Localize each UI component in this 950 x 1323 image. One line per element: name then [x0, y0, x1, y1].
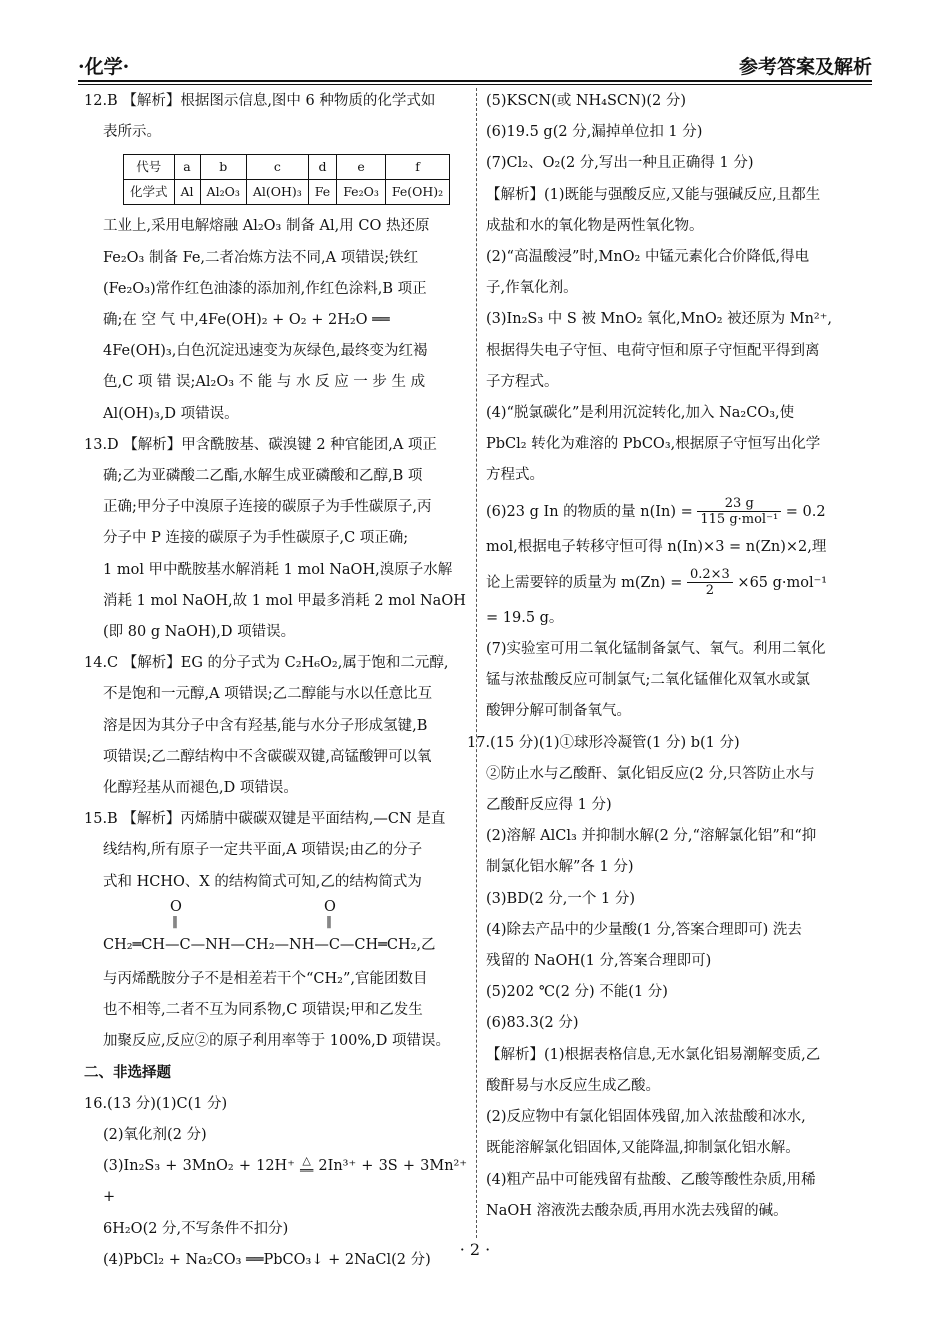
- table-cell: f: [385, 155, 449, 180]
- table-cell: a: [174, 155, 200, 180]
- q15-line: 也不相等,二者不互为同系物,C 项错误;甲和乙发生: [103, 1002, 423, 1019]
- table-cell: Fe₂O₃: [337, 180, 386, 205]
- q16-line: (2)氧化剂(2 分): [103, 1126, 207, 1143]
- analysis-line: 子,作氧化剂。: [486, 280, 578, 297]
- q13-line: 消耗 1 mol NaOH,故 1 mol 甲最多消耗 2 mol NaOH: [103, 592, 466, 609]
- section-heading: 二、非选择题: [84, 1064, 171, 1082]
- q13-line: 分子中 P 连接的碳原子为手性碳原子,C 项正确;: [103, 530, 409, 547]
- q13-line: (即 80 g NaOH),D 项错误。: [103, 624, 296, 641]
- q17-line: ②防止水与乙酸酐、氯化铝反应(2 分,只答防止水与: [486, 765, 815, 782]
- double-bond-mark: ‖: [172, 913, 178, 928]
- analysis-line: 酸钾分解可制备氧气。: [486, 703, 631, 720]
- table-cell: Al(OH)₃: [246, 180, 308, 205]
- q16-line: (4)PbCl₂ + Na₂CO₃ ══PbCO₃↓ + 2NaCl(2 分): [103, 1251, 431, 1268]
- analysis-line: 方程式。: [486, 467, 544, 484]
- q17-line: (5)202 ℃(2 分) 不能(1 分): [486, 984, 668, 1001]
- q17-line: 残留的 NaOH(1 分,答案合理即可): [486, 953, 712, 970]
- analysis-line: 酸酐易与水反应生成乙酸。: [486, 1077, 660, 1094]
- q12-line: 12.B 【解析】根据图示信息,图中 6 种物质的化学式如: [84, 93, 436, 109]
- triangle-icon: △: [302, 1154, 311, 1168]
- analysis-line: NaOH 溶液洗去酸杂质,再用水洗去残留的碱。: [486, 1202, 788, 1219]
- fraction-numerator: 0.2×3: [687, 567, 733, 583]
- analysis-line: 【解析】(1)根据表格信息,无水氯化铝易潮解变质,乙: [486, 1046, 821, 1063]
- q17-line: (4)除去产品中的少量酸(1 分,答案合理即可) 洗去: [486, 921, 802, 938]
- q15-line: 线结构,所有原子一定共平面,A 项错误;由乙的分子: [103, 842, 423, 859]
- equation-right: 2In³⁺ + 3S + 3Mn²⁺ +: [103, 1158, 468, 1206]
- header-rule: [78, 80, 872, 82]
- page-number: · 2 ·: [459, 1240, 491, 1259]
- analysis-line: (4)粗产品中可能残留有盐酸、乙酸等酸性杂质,用稀: [486, 1171, 816, 1188]
- fraction-numerator: 23 g: [697, 496, 781, 512]
- q15-line: 加聚反应,反应②的原子利用率等于 100%,D 项错误。: [103, 1033, 451, 1050]
- q14-line: 14.C 【解析】EG 的分子式为 C₂H₆O₂,属于饱和二元醇,: [84, 655, 449, 672]
- heat-condition: △ ══: [300, 1154, 314, 1178]
- calc-text: 论上需要锌的质量为 m(Zn) =: [486, 574, 683, 591]
- q16-line: 6H₂O(2 分,不写条件不扣分): [103, 1220, 289, 1237]
- structure-chain: CH₂═CH—C—NH—CH₂—NH—C—CH═CH₂,乙: [103, 936, 436, 953]
- q17-line: (2)溶解 AlCl₃ 并抑制水解(2 分,“溶解氯化铝”和“抑: [486, 828, 817, 845]
- header-title: 参考答案及解析: [738, 56, 872, 78]
- table-cell: e: [337, 155, 386, 180]
- table-row: [124, 155, 450, 180]
- table-cell: Fe(OH)₂: [385, 180, 449, 205]
- calc-line: [486, 563, 874, 603]
- double-bond-mark: ‖: [326, 913, 332, 928]
- answer-line: (5)KSCN(或 NH₄SCN)(2 分): [486, 93, 687, 109]
- q14-line: 不是饱和一元醇,A 项错误;乙二醇能与水以任意比互: [103, 686, 433, 703]
- q12-line: 工业上,采用电解熔融 Al₂O₃ 制备 Al,用 CO 热还原: [103, 218, 430, 235]
- table-cell: Fe: [308, 180, 336, 205]
- analysis-line: 既能溶解氯化铝固体,又能降温,抑制氯化铝水解。: [486, 1140, 800, 1157]
- column-divider: [476, 88, 477, 1238]
- q13-line: 确;乙为亚磷酸二乙酯,水解生成亚磷酸和乙醇,B 项: [103, 468, 423, 485]
- table-cell: d: [308, 155, 336, 180]
- analysis-line: (4)“脱氯碳化”是利用沉淀转化,加入 Na₂CO₃,使: [486, 405, 795, 422]
- analysis-line: (3)In₂S₃ 中 S 被 MnO₂ 氧化,MnO₂ 被还原为 Mn²⁺,: [486, 311, 833, 328]
- q12-line: 表所示。: [103, 124, 161, 141]
- left-column: [84, 86, 467, 1276]
- q13-line: 1 mol 甲中酰胺基水解消耗 1 mol NaOH,溴原子水解: [103, 561, 453, 578]
- q17-line: 乙酸酐反应得 1 分): [486, 797, 612, 814]
- table-row: [124, 180, 450, 205]
- calc-text: (6)23 g In 的物质的量 n(In) =: [486, 503, 693, 520]
- table-cell: 化学式: [124, 180, 175, 205]
- structural-formula: [84, 898, 467, 964]
- q15-line: 式和 HCHO、X 的结构简式可知,乙的结构简式为: [103, 873, 422, 890]
- fraction: [687, 567, 733, 598]
- q14-line: 项错误;乙二醇结构中不含碳碳双键,高锰酸钾可以氧: [103, 748, 432, 765]
- analysis-line: PbCl₂ 转化为难溶的 PbCO₃,根据原子守恒写出化学: [486, 436, 821, 453]
- calc-line: [486, 492, 874, 532]
- analysis-line: 成盐和水的氧化物是两性氧化物。: [486, 217, 704, 234]
- q17-line: 17.(15 分)(1)①球形冷凝管(1 分) b(1 分): [467, 734, 740, 751]
- fraction: [697, 496, 781, 527]
- analysis-line: (7)实验室可用二氧化锰制备氯气、氧气。利用二氧化: [486, 641, 826, 658]
- fraction-denominator: 2: [705, 583, 715, 599]
- calc-line: mol,根据电子转移守恒可得 n(In)×3 = n(Zn)×2,理: [486, 538, 827, 555]
- analysis-line: 锰与浓盐酸反应可制氯气;二氧化锰催化双氧水或氯: [486, 672, 810, 689]
- table-cell: b: [200, 155, 246, 180]
- q17-line: (3)BD(2 分,一个 1 分): [486, 890, 636, 907]
- q12-line: 4Fe(OH)₃,白色沉淀迅速变为灰绿色,最终变为红褐: [103, 343, 428, 360]
- table-cell: 代号: [124, 155, 175, 180]
- q17-line: (6)83.3(2 分): [486, 1015, 579, 1032]
- analysis-line: 子方程式。: [486, 373, 559, 390]
- calc-line: = 19.5 g。: [486, 609, 564, 626]
- q17-line: 制氯化铝水解”各 1 分): [486, 859, 634, 876]
- calc-text: = 0.2: [785, 503, 826, 520]
- q12-line: Al(OH)₃,D 项错误。: [103, 405, 239, 422]
- analysis-line: 根据得失电子守恒、电荷守恒和原子守恒配平得到离: [486, 342, 820, 359]
- table-cell: Al: [174, 180, 200, 205]
- q12-line: Fe₂O₃ 制备 Fe,二者冶炼方法不同,A 项错误;铁红: [103, 249, 419, 266]
- q12-line: 确;在 空 气 中,4Fe(OH)₂ + O₂ + 2H₂O ══: [103, 312, 390, 329]
- carbonyl-oxygen: O: [324, 898, 336, 915]
- header-rule-thin: [78, 84, 872, 85]
- table-cell: c: [246, 155, 308, 180]
- q16-equation: [84, 1151, 467, 1213]
- fraction-denominator: 115 g·mol⁻¹: [700, 512, 779, 528]
- right-column: [467, 86, 874, 1227]
- subject-label: ·化学·: [78, 56, 130, 78]
- carbonyl-oxygen: O: [170, 898, 182, 915]
- analysis-line: 【解析】(1)既能与强酸反应,又能与强碱反应,且都生: [486, 186, 821, 203]
- answer-line: (7)Cl₂、O₂(2 分,写出一种且正确得 1 分): [486, 155, 754, 172]
- answer-line: (6)19.5 g(2 分,漏掉单位扣 1 分): [486, 124, 703, 141]
- q13-line: 13.D 【解析】甲含酰胺基、碳溴键 2 种官能团,A 项正: [84, 436, 437, 453]
- q13-line: 正确;甲分子中溴原子连接的碳原子为手性碳原子,丙: [103, 499, 432, 516]
- equation-left: (3)In₂S₃ + 3MnO₂ + 12H⁺: [103, 1158, 295, 1175]
- calc-text: ×65 g·mol⁻¹: [737, 574, 828, 591]
- analysis-line: (2)“高温酸浸”时,MnO₂ 中锰元素化合价降低,得电: [486, 249, 810, 266]
- q14-line: 化醇羟基从而褪色,D 项错误。: [103, 780, 298, 797]
- q16-line: 16.(13 分)(1)C(1 分): [84, 1095, 228, 1112]
- q15-line: 与丙烯酰胺分子不是相差若干个“CH₂”,官能团数目: [103, 970, 428, 987]
- formula-table: [123, 154, 450, 205]
- q12-line: 色,C 项 错 误;Al₂O₃ 不 能 与 水 反 应 一 步 生 成: [103, 374, 426, 391]
- analysis-line: (2)反应物中有氯化铝固体残留,加入浓盐酸和冰水,: [486, 1109, 806, 1126]
- q12-line: (Fe₂O₃)常作红色油漆的添加剂,作红色涂料,B 项正: [103, 280, 427, 297]
- table-cell: Al₂O₃: [200, 180, 246, 205]
- q15-line: 15.B 【解析】丙烯腈中碳碳双键是平面结构,—CN 是直: [84, 811, 446, 828]
- page-header: [78, 52, 872, 80]
- q14-line: 溶是因为其分子中含有羟基,能与水分子形成氢键,B: [103, 717, 428, 734]
